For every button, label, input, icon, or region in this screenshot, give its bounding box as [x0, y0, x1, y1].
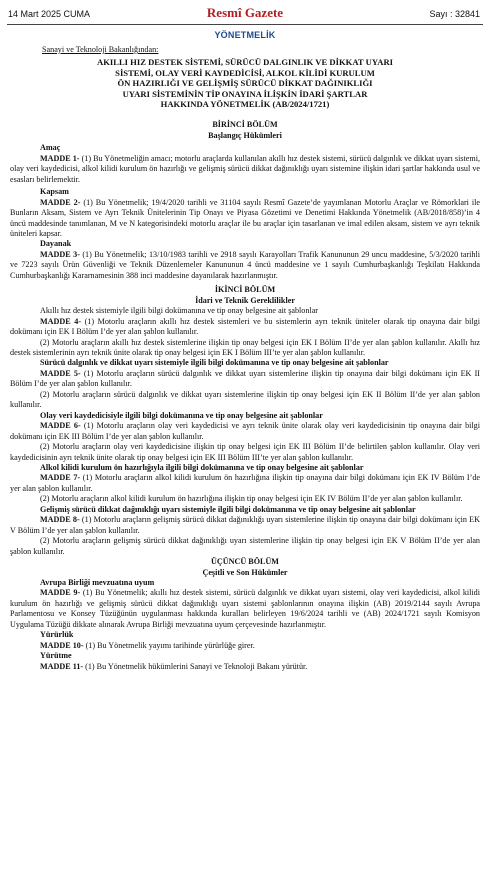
part-title: ÜÇÜNCÜ BÖLÜM — [211, 557, 279, 567]
article-label: MADDE 6- — [40, 421, 81, 431]
regulation-body — [10, 45, 480, 672]
article-label: MADDE 7- — [40, 473, 81, 483]
article-heading: Amaç — [40, 143, 61, 153]
article-heading: Sürücü dalgınlık ve dikkat uyarı sistemiyle ilgili bilgi dokümanına ve tip onay belgesine ait şablonlar — [40, 358, 389, 368]
article-paragraph: (2) Motorlu araçların gelişmiş sürücü dikkat dağınıklığı uyarı sistemlerine ilişkin tip onay belgesi için EK V Bölüm II’de yer alan şablon kullanılır. — [10, 536, 480, 556]
header-divider — [7, 24, 483, 25]
gazette-header — [0, 0, 490, 26]
article-label: MADDE 8- — [40, 515, 80, 525]
article-paragraph: MADDE 3- (1) Bu Yönetmelik; 13/10/1983 tarihli ve 2918 sayılı Karayolları Trafik Kanununun 29 uncu maddesine, 5/3/2020 tarihli ve 7223 sayılı Ürün Güvenliği ve Teknik Düzenlemeler Kanununun 4 üncü maddesine ve 1 sayılı Cumhurbaşkanlığı Teşkilatı Hakkında Cumhurbaşkanlığı Kararnamesinin 388 inci maddesine dayanılarak hazırlanmıştır. — [10, 249, 480, 280]
article-paragraph: MADDE 10- (1) Bu Yönetmelik yayımı tarihinde yürürlüğe girer. — [40, 640, 255, 650]
title-line: UYARI SİSTEMİNİN TİP ONAYINA İLİŞKİN İDARİ ŞARTLAR — [122, 88, 368, 99]
article-label: MADDE 5- — [40, 368, 81, 378]
article-paragraph: (2) Motorlu araçların alkol kilidi kurulum ön hazırlığına ilişkin tip onay belgesi için EK IV Bölüm II’de yer alan şablon kullanılır. — [40, 494, 463, 504]
article-paragraph: MADDE 4- (1) Motorlu araçların akıllı hız destek sistemleri ve bu sistemlerin ayrı teknik üniteler olarak tip onayına dair bilgi dokümanı için EK I Bölüm I’de yer alan şablon kullanılır. — [10, 316, 480, 337]
article-heading: Kapsam — [40, 187, 69, 197]
article-label: MADDE 10- — [40, 640, 84, 650]
issue-number: Sayı : 32841 — [429, 9, 480, 19]
part-title: BİRİNCİ BÖLÜM — [212, 120, 278, 130]
article-paragraph: MADDE 2- (1) Bu Yönetmelik; 19/4/2020 tarihli ve 31104 sayılı Resmî Gazete’de yayımlanan Motorlu Araçlar ve Römorklari ile Bunların Aksam, Sistem ve Ayrı Teknik Ünitelerinin Tip Onayı ve Piyasa Gözetimi ve Denetimi Hakkında Yönetmelik (AB/2018/858)’in 4 üncü maddesinde tanımlanan, M ve N kategorisindeki motorlu araçlar ile bu araçlar için tasarlanan ve imal edilen aksam, sistem ve ayrı teknik üniteleri kapsar. — [10, 197, 480, 239]
article-paragraph: (2) Motorlu araçların akıllı hız destek sistemlerine ilişkin tip onay belgesi için EK I Bölüm II’de yer alan şablon kullanılır. Akıllı hız destek sistemlerinin ayrı teknik ünite olarak tip onay belgesi için EK I Bölüm III’te yer alan şablon kullanılır. — [10, 337, 480, 357]
part-title: İKİNCİ BÖLÜM — [214, 285, 276, 295]
article-paragraph: MADDE 8- (1) Motorlu araçların gelişmiş sürücü dikkat dağınıklığı uyarı sistemlerine ilişkin tip onayına dair bilgi dokümanı için EK V Bölüm I’de yer alan şablon kullanılır. — [10, 515, 481, 535]
title-line: SİSTEMİ, OLAY VERİ KAYDEDİCİSİ, ALKOL KİLİDİ KURULUM — [115, 67, 375, 78]
title-line: HAKKINDA YÖNETMELİK (AB/2024/1721) — [160, 99, 330, 110]
article-paragraph: MADDE 1- (1) Bu Yönetmeliğin amacı; motorlu araçlarda kullanılan akıllı hız destek sistemi, sürücü dalgınlık ve dikkat uyarı sistemi, olay veri kaydedicisi, alkol kilidi kurulum ön hazırlığı ve gelişmiş sürücü dikkat dağınıklığı uyarı sistemine ilişkin idari şartlar hakkında usul ve esasları belirlemektir. — [10, 153, 480, 184]
article-label: MADDE 4- — [40, 316, 82, 326]
article-paragraph: (2) Motorlu araçların olay veri kaydedicisine ilişkin tip onay belgesi için EK III Bölüm II’de belirtilen şablon kullanılır. Olay veri kaydedicisinin ayrı teknik ünite olarak tip onay belgesi için EK III Bölüm III’te yer alan şablon kullanılır. — [10, 442, 480, 462]
title-line: AKILLI HIZ DESTEK SİSTEMİ, SÜRÜCÜ DALGINLIK VE DİKKAT UYARI — [96, 57, 393, 68]
article-heading: Avrupa Birliği mevzuatına uyum — [40, 577, 155, 587]
article-heading: Dayanak — [40, 239, 72, 249]
ministry-line: Sanayi ve Teknoloji Bakanlığından: — [42, 45, 159, 54]
article-paragraph: MADDE 11- (1) Bu Yönetmelik hükümlerini Sanayi ve Teknoloji Bakanı yürütür. — [40, 661, 308, 671]
title-line: ÖN HAZIRLIĞI VE GELİŞMİŞ SÜRÜCÜ DİKKAT DAĞINIKLIĞI — [117, 78, 373, 89]
issue-date: 14 Mart 2025 CUMA — [8, 9, 91, 19]
section-label: YÖNETMELİK — [214, 30, 276, 40]
article-label: MADDE 3- — [40, 249, 80, 259]
regulation-title — [10, 57, 480, 109]
article-heading: Yürürlük — [40, 630, 74, 640]
article-heading: Alkol kilidi kurulum ön hazırlığıyla ilgili bilgi dokümanına ve tip onay belgesine ait şablonlar — [40, 462, 364, 472]
article-label: MADDE 2- — [40, 197, 81, 207]
article-paragraph: MADDE 9- (1) Bu Yönetmelik; akıllı hız destek sistemi, sürücü dalgınlık ve dikkat uyarı sistemi, olay veri kaydedicisi, alkol kilidi kurulum ön hazırlığı ve gelişmiş sürücü dikkat dağınıklığı uyarı sistemi şablonlarının onayına ilişkin (AB) 2019/2144 sayılı Avrupa Parlamentosu ve Konsey Tüzüğünün uygulanması hakkında kuralları belirleyen 19/6/2024 tarihli ve (AB) 2024/1721 sayılı Komisyon Uygulama Tüzüğü dikkate alınarak Avrupa Birliği mevzuatına uyum çerçevesinde hazırlanmıştır. — [10, 588, 480, 629]
article-heading: Akıllı hız destek sistemiyle ilgili bilgi dokümanına ve tip onay belgesine ait şablonlar — [40, 306, 319, 316]
article-paragraph: MADDE 7- (1) Motorlu araçların alkol kilidi kurulum ön hazırlığına ilişkin tip onayına dair bilgi dokümanı için EK IV Bölüm I’de yer alan şablon kullanılır. — [10, 473, 480, 493]
article-paragraph: (2) Motorlu araçların sürücü dalgınlık ve dikkat uyarı sistemlerine ilişkin tip onay belgesi için EK II Bölüm II’de yer alan şablon kullanılır. — [10, 389, 480, 410]
article-heading: Olay veri kaydedicisiyle ilgili bilgi dokümanına ve tip onay belgesine ait şablonlar — [40, 410, 323, 420]
article-paragraph: MADDE 6- (1) Motorlu araçların olay veri kaydedicisi ve ayrı teknik ünite olarak olay veri kaydedicisinin tip onayına dair bilgi dokümanı için EK III Bölüm I’de yer alan şablon kullanılır. — [10, 421, 480, 441]
article-heading: Yürütme — [40, 651, 72, 661]
gazette-title: Resmî Gazete — [206, 5, 284, 20]
part-name: Başlangıç Hükümleri — [208, 130, 282, 140]
article-label: MADDE 1- — [40, 153, 80, 163]
article-heading: Gelişmiş sürücü dikkat dağınıklığı uyarı sistemiyle ilgili bilgi dokümanına ve tip onay belgesine ait şablonlar — [40, 504, 416, 514]
part-name: Çeşitli ve Son Hükümler — [202, 567, 288, 577]
article-paragraph: MADDE 5- (1) Motorlu araçların sürücü dalgınlık ve dikkat uyarı sistemlerine ilişkin tip onayına dair bilgi dokümanı için EK II Bölüm I’de yer alan şablon kullanılır. — [10, 368, 480, 389]
article-label: MADDE 9- — [40, 588, 81, 598]
article-label: MADDE 11- — [40, 661, 84, 671]
part-name: İdari ve Teknik Gereklilikler — [195, 295, 295, 305]
